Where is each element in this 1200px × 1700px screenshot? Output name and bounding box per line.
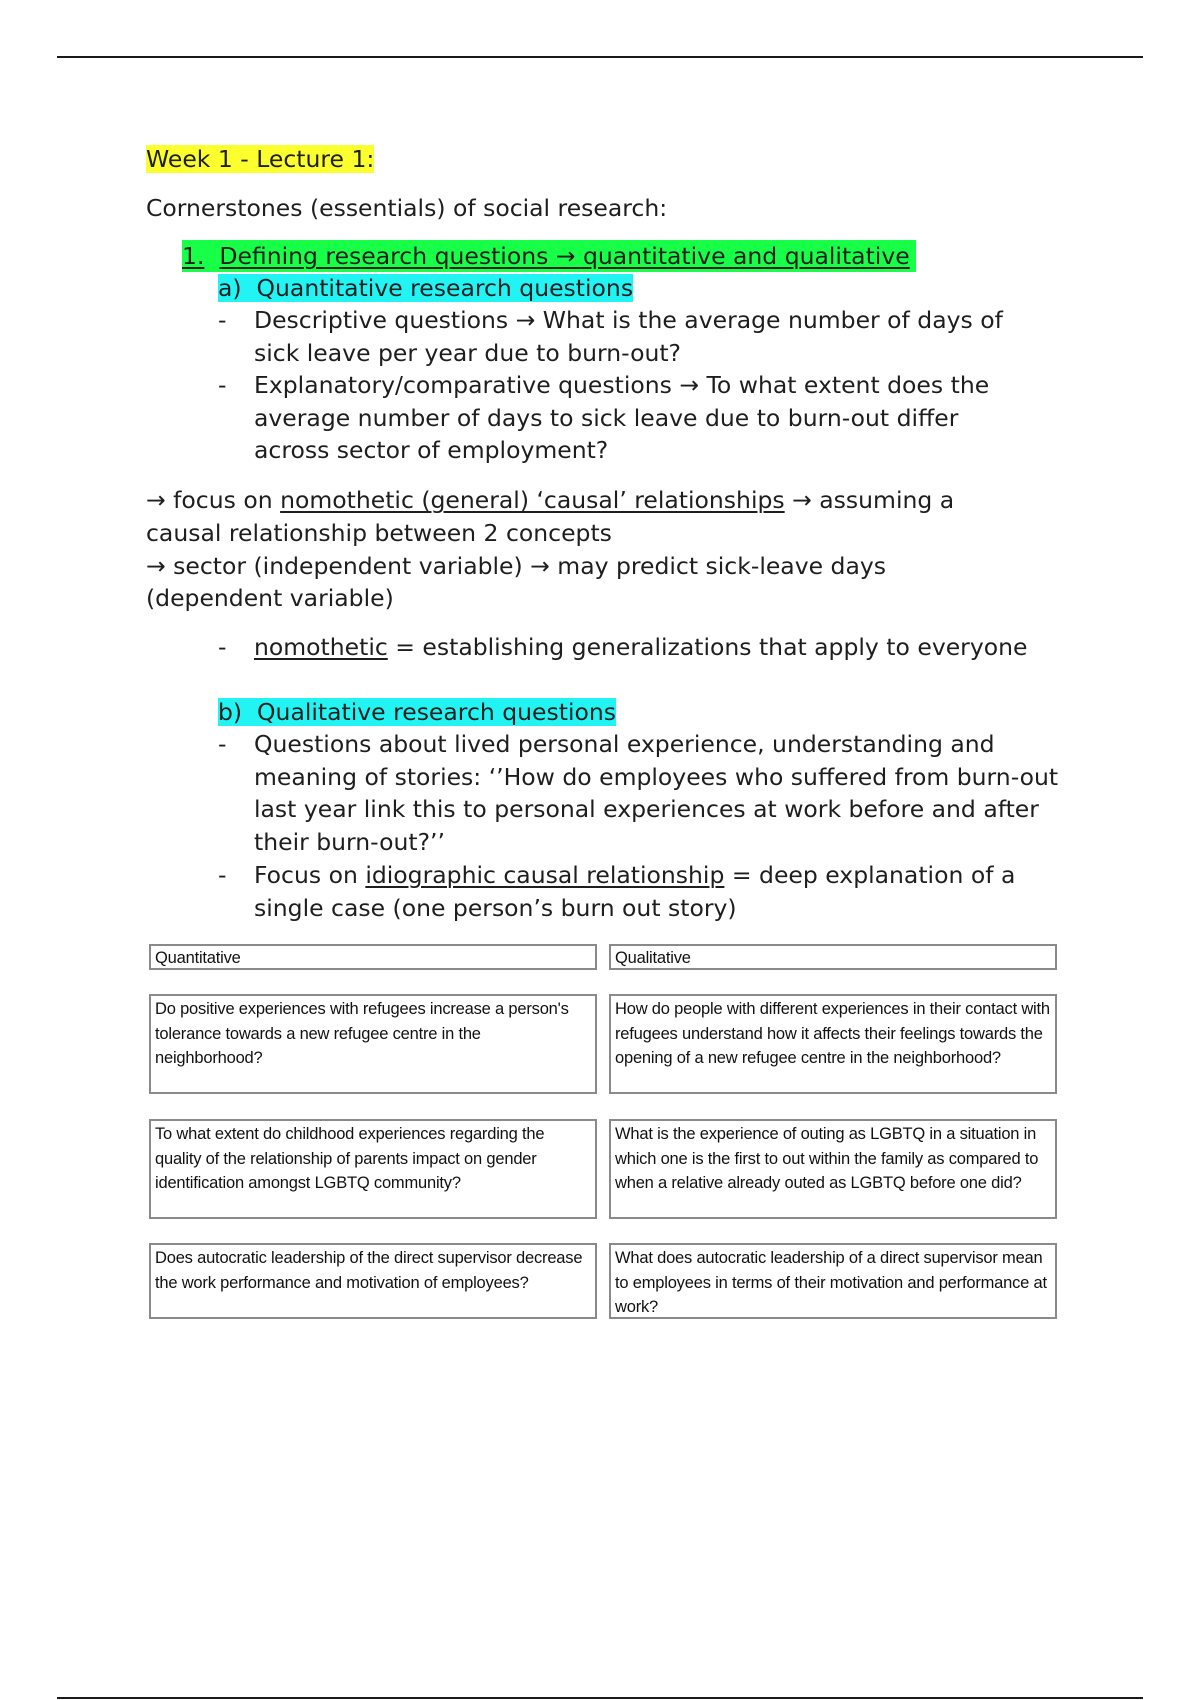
- top-rule: [57, 56, 1143, 58]
- bullet-dash: -: [218, 861, 227, 889]
- bullet-lived-experience: Questions about lived personal experience, understanding and meaning of stories: ‘’How do employees who suffered from burn-out last year link this to personal experiences at work before and after their burn-out?’’: [254, 730, 1059, 856]
- bullet-descriptive: Descriptive questions → What is the average number of days of sick leave per year due to burn-out?: [254, 306, 1003, 367]
- subsection-b-heading: b) Qualitative research questions: [218, 698, 616, 726]
- table-header-quantitative: Quantitative: [149, 944, 597, 970]
- table-cell-quantitative: Do positive experiences with refugees increase a person's tolerance towards a new refugee centre in the neighborhood?: [149, 994, 597, 1094]
- bullet-dash: -: [218, 730, 227, 758]
- focus-line-1: → focus on nomothetic (general) ‘causal’ relationships → assuming a: [146, 486, 955, 514]
- table-header-qualitative: Qualitative: [609, 944, 1057, 970]
- bullet-dash: -: [218, 306, 227, 334]
- section-1-heading: 1. Defining research questions → quantitative and qualitative: [182, 240, 916, 272]
- table-cell-qualitative: How do people with different experiences in their contact with refugees understand how it affects their feelings towards the opening of a new refugee centre in the neighborhood?: [609, 994, 1057, 1094]
- table-cell-quantitative: Does autocratic leadership of the direct supervisor decrease the work performance and motivation of employees?: [149, 1243, 597, 1319]
- intro-text: Cornerstones (essentials) of social research:: [146, 194, 668, 222]
- bullet-dash: -: [218, 633, 227, 661]
- bullet-idiographic: Focus on idiographic causal relationship = deep explanation of a single case (one person’s burn out story): [254, 861, 1016, 922]
- nomothetic-definition: nomothetic = establishing generalizations that apply to everyone: [254, 633, 1028, 661]
- focus-line-3: → sector (independent variable) → may predict sick-leave days: [146, 552, 887, 580]
- focus-line-2: causal relationship between 2 concepts: [146, 519, 612, 547]
- table-cell-quantitative: To what extent do childhood experiences regarding the quality of the relationship of parents impact on gender identification amongst LGBTQ community?: [149, 1119, 597, 1219]
- bullet-dash: -: [218, 371, 227, 399]
- focus-line-4: (dependent variable): [146, 584, 394, 612]
- bullet-explanatory: Explanatory/comparative questions → To what extent does the average number of days to sick leave due to burn-out differ across sector of employment?: [254, 371, 990, 464]
- table-cell-qualitative: What is the experience of outing as LGBTQ in a situation in which one is the first to out within the family as compared to when a relative already outed as LGBTQ before one did?: [609, 1119, 1057, 1219]
- table-cell-qualitative: What does autocratic leadership of a direct supervisor mean to employees in terms of their motivation and performance at work?: [609, 1243, 1057, 1319]
- subsection-a-heading: a) Quantitative research questions: [218, 274, 634, 302]
- bottom-rule: [57, 1697, 1143, 1699]
- page-title: Week 1 - Lecture 1:: [146, 145, 375, 173]
